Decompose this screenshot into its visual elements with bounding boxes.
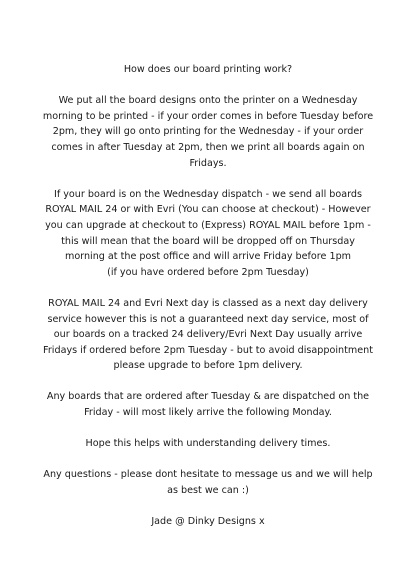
text-line: (if you have ordered before 2pm Tuesday) — [107, 266, 309, 278]
paragraph-next-day-service — [30, 296, 386, 374]
paragraph-friday-dispatch — [30, 389, 386, 420]
paragraph-print-schedule — [30, 93, 386, 171]
text-line: 2pm, they will go onto printing for the Wednesday - if your order — [52, 126, 364, 138]
text-line: If your board is on the Wednesday dispatch - we send all boards — [53, 188, 362, 200]
signature-line: Jade @ Dinky Designs x — [151, 516, 265, 528]
text-line: ROYAL MAIL 24 or with Evri (You can choose at checkout) - However — [45, 204, 371, 216]
document-title — [30, 62, 386, 78]
text-line: Hope this helps with understanding delivery times. — [85, 438, 331, 450]
text-line: morning at the post office and will arrive Friday before 1pm — [64, 251, 352, 263]
text-line: morning to be printed - if your order comes in before Tuesday before — [42, 110, 374, 122]
text-line: Any boards that are ordered after Tuesday & are dispatched on the — [46, 391, 370, 403]
paragraph-questions — [30, 467, 386, 498]
paragraph-closing-note — [30, 436, 386, 452]
signature — [30, 514, 386, 530]
text-line: Fridays. — [189, 157, 227, 169]
text-line: We put all the board designs onto the printer on a Wednesday — [58, 95, 358, 107]
text-line: please upgrade to before 1pm delivery. — [113, 360, 303, 372]
text-line: comes in after Tuesday at 2pm, then we print all boards again on — [51, 141, 365, 153]
text-line: you can upgrade at checkout to (Express) ROYAL MAIL before 1pm - — [45, 219, 371, 231]
text-line: Any questions - please dont hesitate to message us and we will help — [43, 469, 373, 481]
text-line: Friday - will most likely arrive the following Monday. — [84, 407, 332, 419]
text-line: as best we can :) — [167, 485, 249, 497]
title-line: How does our board printing work? — [123, 64, 293, 75]
text-line: service however this is not a guaranteed next day service, most of — [47, 313, 369, 325]
text-line: Fridays if ordered before 2pm Tuesday - but to avoid disappointment — [43, 344, 373, 356]
document-body — [30, 62, 386, 545]
text-line: this will mean that the board will be dropped off on Thursday — [61, 235, 355, 247]
paragraph-wednesday-dispatch — [30, 187, 386, 281]
text-line: our boards on a tracked 24 delivery/Evri Next Day usually arrive — [53, 329, 363, 341]
text-line: ROYAL MAIL 24 and Evri Next day is classed as a next day delivery — [48, 297, 368, 309]
